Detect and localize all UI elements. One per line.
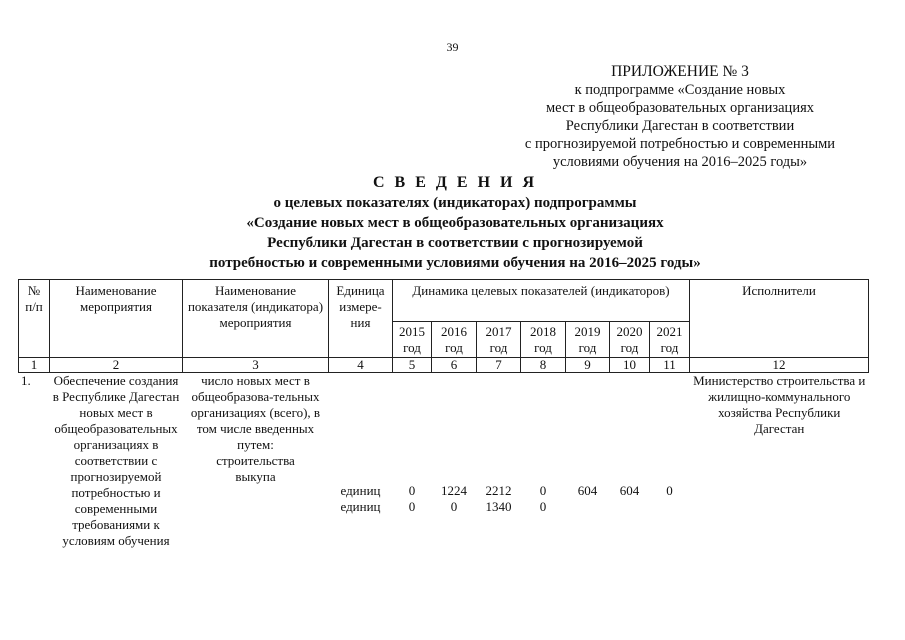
header-event: Наименование мероприятия [50, 280, 183, 358]
value-cell-2017: 2212 1340 [485, 483, 512, 514]
appendix-block [480, 63, 880, 171]
executor-cell: Министерство строительства и жилищно-коммунального хозяйства Республики Дагестан [693, 373, 866, 436]
heading-line: «Создание новых мест в общеобразовательных организациях [246, 215, 664, 231]
column-number: 10 [610, 358, 650, 373]
value-cell-2015: 0 0 [408, 483, 416, 514]
table-row [19, 373, 869, 550]
column-numbers-row [19, 358, 869, 373]
column-number: 12 [690, 358, 869, 373]
column-number: 2 [50, 358, 183, 373]
header-indicator: Наименование показателя (индикатора) мероприятия [183, 280, 329, 358]
year-header: 2021 год [650, 321, 690, 357]
header-no: № п/п [19, 280, 50, 358]
indicator-intro: число новых мест в общеобразова-тельных организациях (всего), в том числе введенных путем: [190, 373, 321, 452]
value-cell-2019: 604 [577, 483, 598, 498]
year-header: 2015 год [393, 321, 432, 357]
year-header: 2017 год [477, 321, 521, 357]
column-number: 6 [432, 358, 477, 373]
unit-cell [329, 373, 393, 550]
subrow-label: строительства [216, 453, 295, 468]
appendix-line: к подпрограмме «Создание новых [574, 82, 786, 98]
column-number: 7 [477, 358, 521, 373]
year-header: 2018 год [521, 321, 566, 357]
year-header: 2020 год [610, 321, 650, 357]
appendix-line: с прогнозируемой потребностью и современными [524, 136, 836, 152]
appendix-line: мест в общеобразовательных организациях [546, 100, 814, 116]
heading-title: С В Е Д Е Н И Я [372, 174, 538, 191]
column-number: 8 [521, 358, 566, 373]
header-dynamics: Динамика целевых показателей (индикаторов) [393, 280, 690, 322]
subrow-unit: единиц [340, 499, 381, 514]
header-row [19, 280, 869, 322]
heading-line: Республики Дагестан в соответствии с прогнозируемой [267, 235, 643, 251]
row-number: 1. [21, 373, 31, 388]
appendix-line: условиями обучения на 2016–2025 годы» [552, 154, 808, 170]
column-number: 9 [566, 358, 610, 373]
value-cell-2018: 0 0 [539, 483, 547, 514]
column-number: 5 [393, 358, 432, 373]
column-number: 11 [650, 358, 690, 373]
subrow-unit: единиц [340, 483, 381, 498]
indicator-cell [183, 373, 329, 550]
appendix-line: Республики Дагестан в соответствии [565, 118, 795, 134]
value-cell-2020: 604 [619, 483, 640, 498]
value-cell-2021: 0 [666, 483, 673, 498]
value-cell-2016: 1224 0 [441, 483, 467, 514]
column-number: 4 [329, 358, 393, 373]
subrow-label: выкупа [235, 469, 276, 484]
year-header: 2016 год [432, 321, 477, 357]
header-unit: Единица измере-ния [329, 280, 393, 358]
heading-line: потребностью и современными условиями обучения на 2016–2025 годы» [209, 255, 701, 271]
year-header: 2019 год [566, 321, 610, 357]
column-number: 3 [183, 358, 329, 373]
document-heading [150, 173, 760, 273]
appendix-title: ПРИЛОЖЕНИЕ № 3 [611, 63, 749, 80]
event-name: Обеспечение создания в Республике Дагестан новых мест в общеобразовательных организациях в соответствии с прогнозируемой потребностью и современными требованиями к условиям обучения [52, 373, 180, 548]
heading-line: о целевых показателях (индикаторах) подпрограммы [273, 195, 637, 211]
header-executors: Исполнители [690, 280, 869, 358]
column-number: 1 [19, 358, 50, 373]
indicators-table [18, 279, 869, 549]
page-number: 39 [446, 40, 459, 54]
